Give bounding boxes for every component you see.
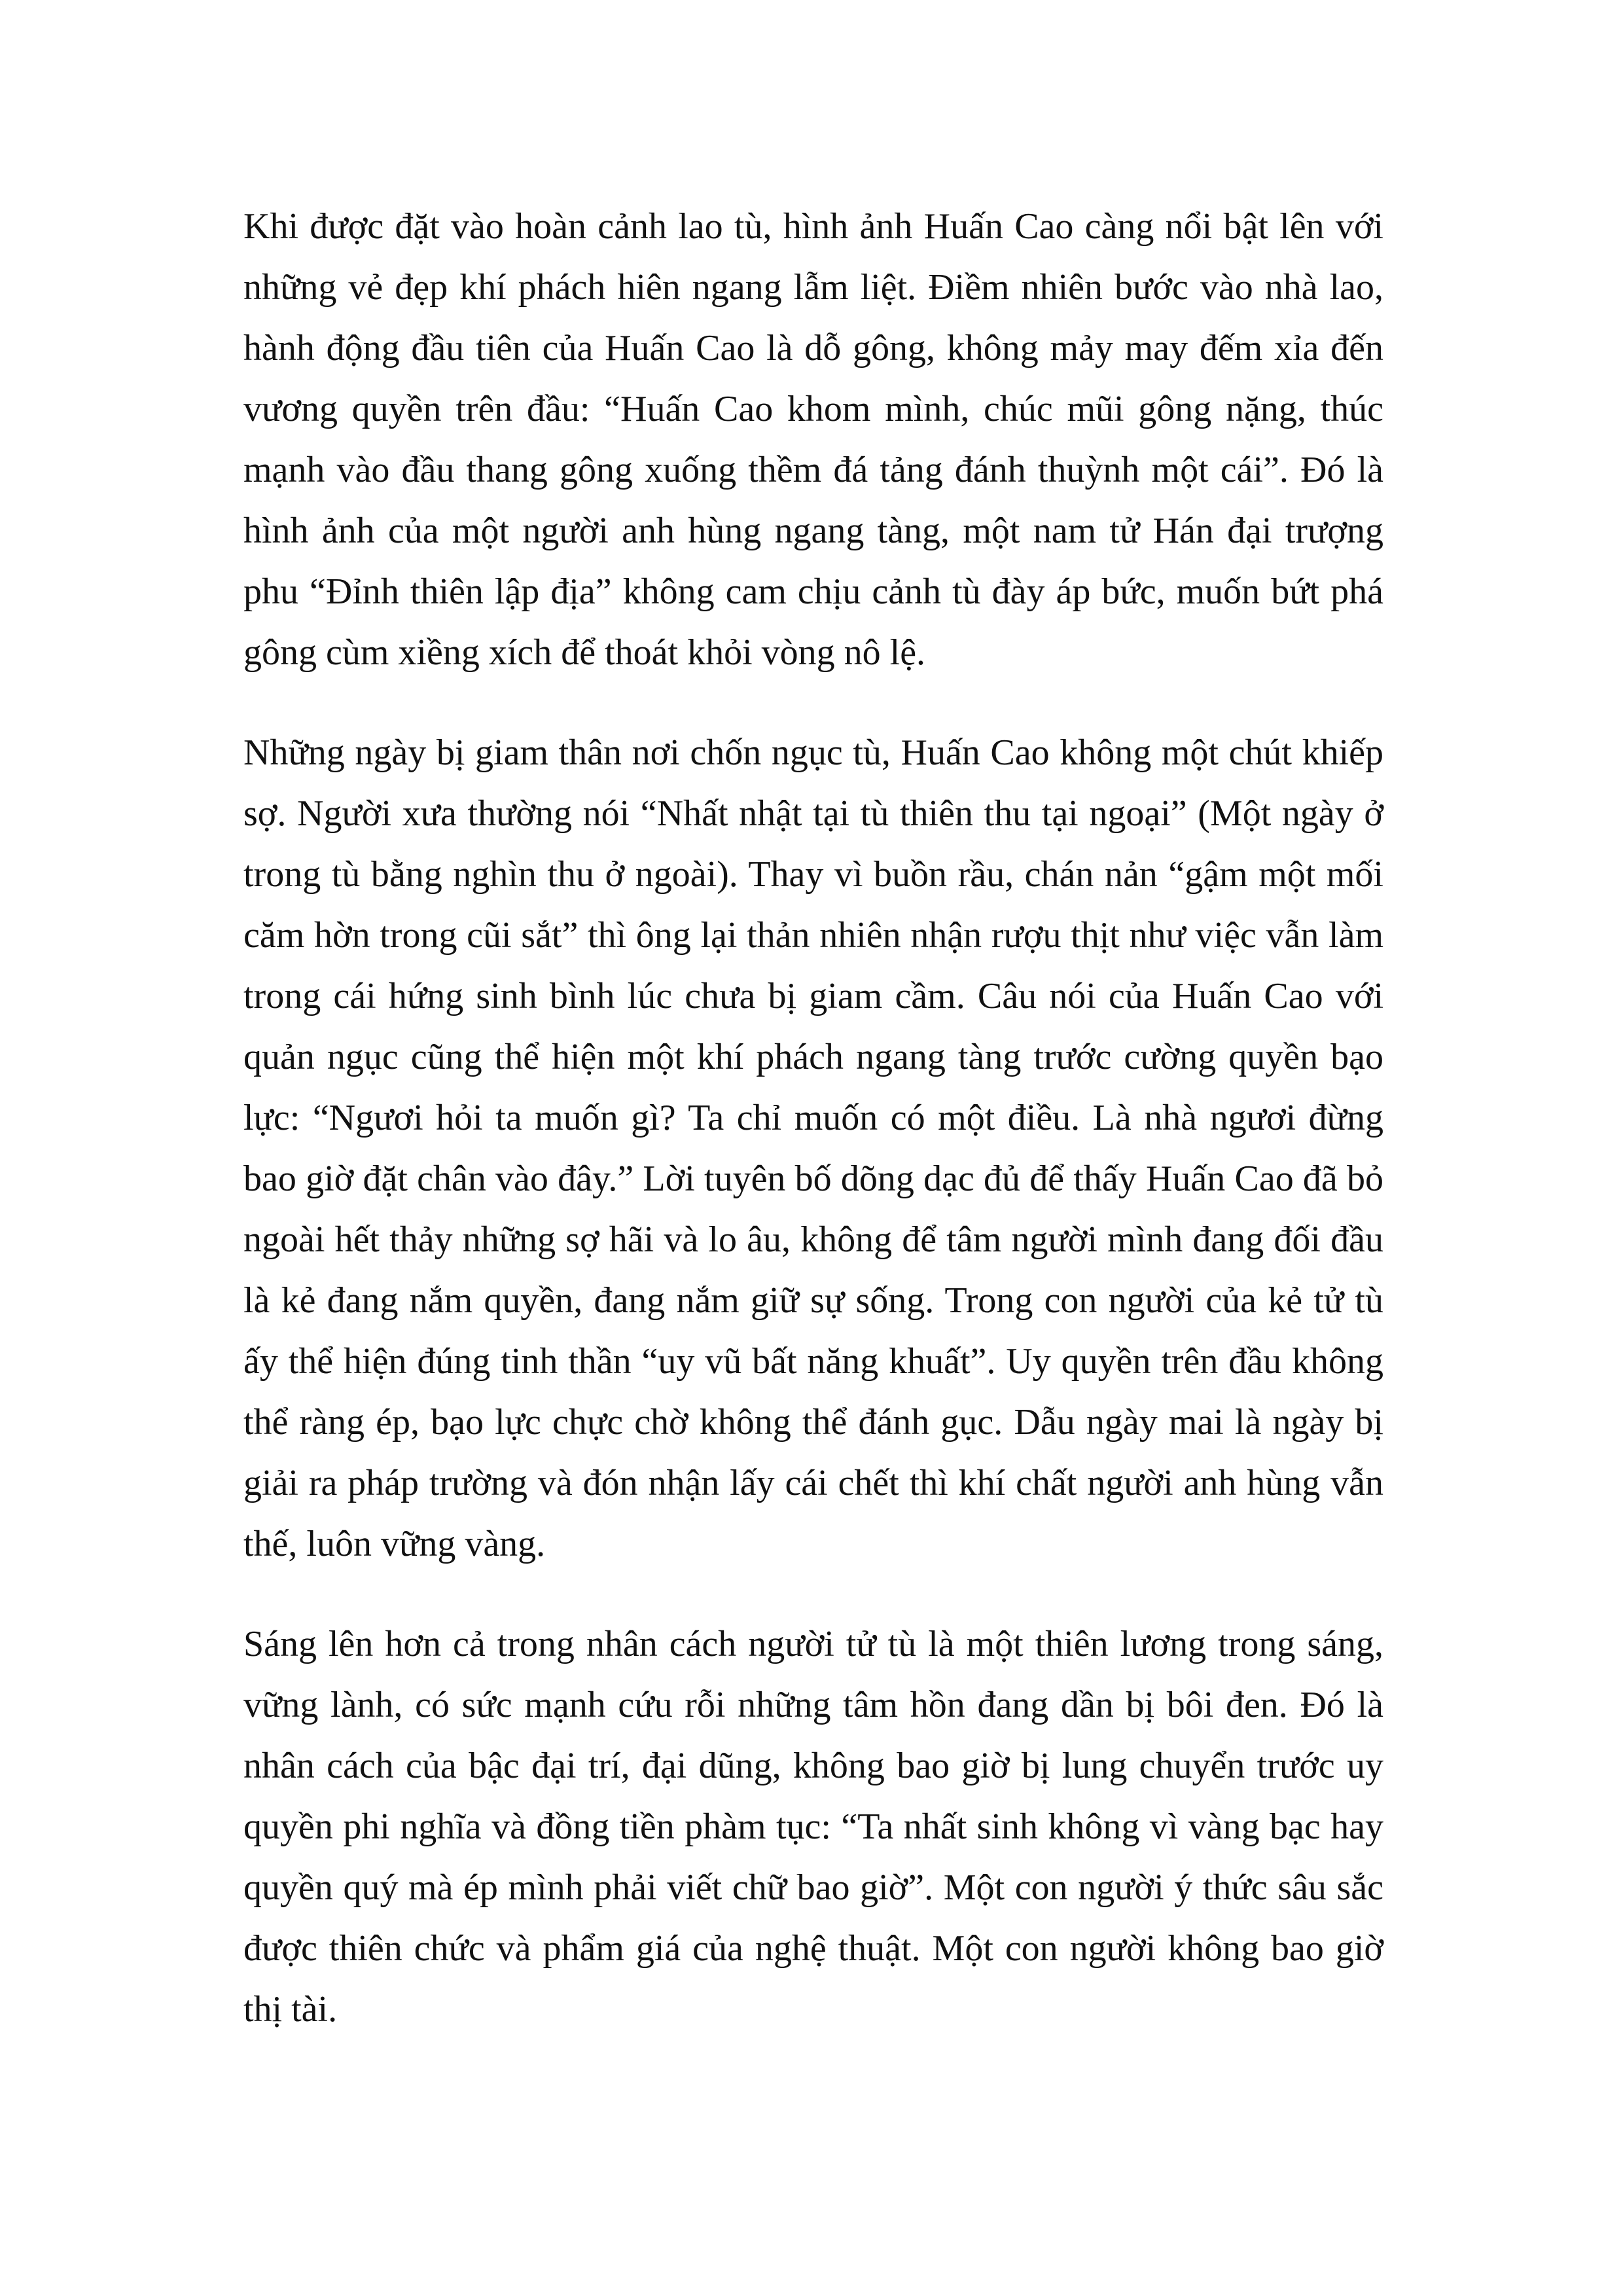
paragraph-3: Sáng lên hơn cả trong nhân cách người tử tù là một thiên lương trong sáng, vững lành, có sức mạnh cứu rỗi những tâm hồn đang dần bị bôi đen. Đó là nhân cách của bậc đại trí, đại dũng, không bao giờ bị lung chuyển trước uy quyền phi nghĩa và đồng tiền phàm tục: “Ta nhất sinh không vì vàng bạc hay quyền quý mà ép mình phải viết chữ bao giờ”. Một con người ý thức sâu sắc được thiên chức và phẩm giá của nghệ thuật. Một con người không bao giờ thị tài. [243,1624,1383,2030]
paragraph-1: Khi được đặt vào hoàn cảnh lao tù, hình ảnh Huấn Cao càng nổi bật lên với những vẻ đẹp khí phách hiên ngang lẫm liệt. Điềm nhiên bước vào nhà lao, hành động đầu tiên của Huấn Cao là dỗ gông, không mảy may đếm xỉa đến vương quyền trên đầu: “Huấn Cao khom mình, chúc mũi gông nặng, thúc mạnh vào đầu thang gông xuống thềm đá tảng đánh thuỳnh một cái”. Đó là hình ảnh của một người anh hùng ngang tàng, một nam tử Hán đại trượng phu “Đỉnh thiên lập địa” không cam chịu cảnh tù đày áp bức, muốn bứt phá gông cùm xiềng xích để thoát khỏi vòng nô lệ. [243,206,1383,673]
document-body [243,196,1383,2040]
paragraph-2: Những ngày bị giam thân nơi chốn ngục tù, Huấn Cao không một chút khiếp sợ. Người xưa thường nói “Nhất nhật tại tù thiên thu tại ngoại” (Một ngày ở trong tù bằng nghìn thu ở ngoài). Thay vì buồn rầu, chán nản “gậm một mối căm hờn trong cũi sắt” thì ông lại thản nhiên nhận rượu thịt như việc vẫn làm trong cái hứng sinh bình lúc chưa bị giam cầm. Câu nói của Huấn Cao với quản ngục cũng thể hiện một khí phách ngang tàng trước cường quyền bạo lực: “Ngươi hỏi ta muốn gì? Ta chỉ muốn có một điều. Là nhà ngươi đừng bao giờ đặt chân vào đây.” Lời tuyên bố dõng dạc đủ để thấy Huấn Cao đã bỏ ngoài hết thảy những sợ hãi và lo âu, không để tâm người mình đang đối đầu là kẻ đang nắm quyền, đang nắm giữ sự sống. Trong con người của kẻ tử tù ấy thể hiện đúng tinh thần “uy vũ bất năng khuất”. Uy quyền trên đầu không thể ràng ép, bạo lực chực chờ không thể đánh gục. Dẫu ngày mai là ngày bị giải ra pháp trường và đón nhận lấy cái chết thì khí chất người anh hùng vẫn thế, luôn vững vàng. [243,732,1383,1564]
